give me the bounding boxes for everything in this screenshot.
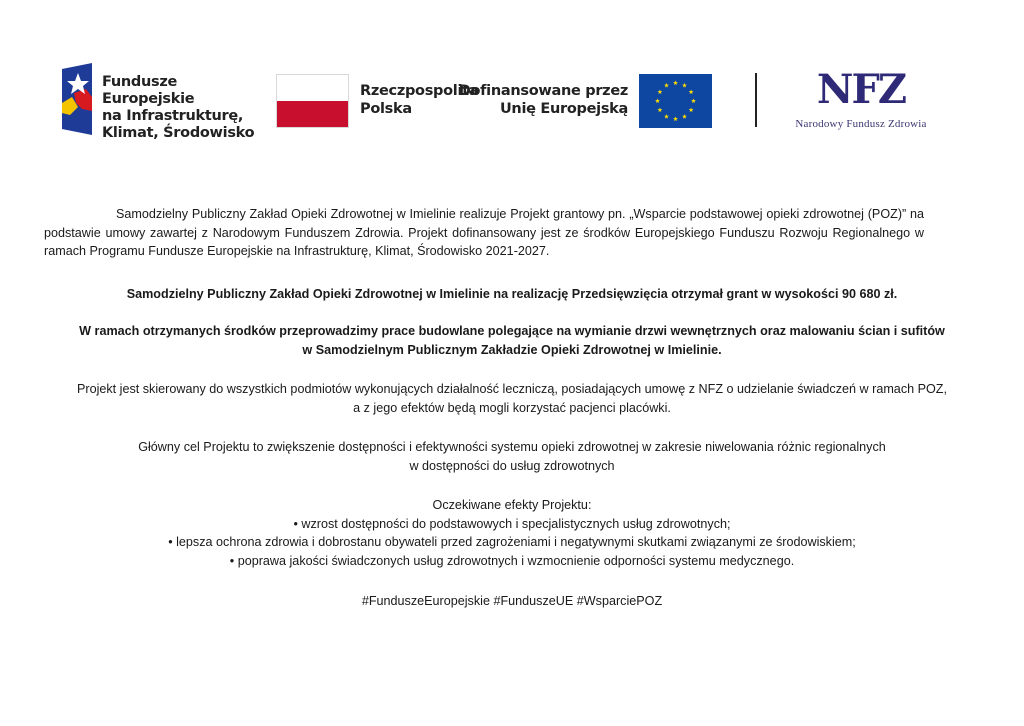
nfz-logo xyxy=(786,66,936,134)
effect-item: • poprawa jakości świadczonych usług zdrowotnych i wzmocnienie odporności systemu medycznego. xyxy=(229,553,795,568)
eu-flag-icon xyxy=(639,74,712,128)
grant-paragraph: Samodzielny Publiczny Zakład Opieki Zdrowotnej w Imielinie na realizację Przedsięwzięcia otrzymał grant w wysokości 90 680 zł. xyxy=(126,287,898,301)
effect-item: • lepsza ochrona zdrowia i dobrostanu obywateli przed zagrożeniami i negatywnymi skutkami związanymi ze środowiskiem; xyxy=(168,535,856,549)
target-line-1: Projekt jest skierowany do wszystkich podmiotów wykonujących działalność leczniczą, posiadających umowę z NFZ o udzielanie świadczeń w ramach POZ, xyxy=(76,382,948,396)
goal-paragraph xyxy=(0,438,1024,475)
target-paragraph xyxy=(0,380,1024,417)
eu-line-2: Unię Europejską xyxy=(499,101,628,117)
eu-logo-text xyxy=(459,82,628,118)
nfz-name: Narodowy Fundusz Zdrowia xyxy=(795,118,927,130)
works-paragraph xyxy=(0,322,1024,359)
eu-cofinancing-logo xyxy=(458,73,714,129)
works-line-2: w Samodzielnym Publicznym Zakładzie Opieki Zdrowotnej w Imielinie. xyxy=(302,342,722,357)
eu-line-1: Dofinansowane przez xyxy=(458,83,628,99)
fundusze-europejskie-logo xyxy=(58,63,258,141)
fe-line-2: na Infrastrukturę, xyxy=(102,108,244,124)
effect-item: • wzrost dostępności do podstawowych i specjalistycznych usług zdrowotnych; xyxy=(293,516,731,531)
logo-divider xyxy=(755,73,757,127)
fe-logo-text xyxy=(102,74,258,142)
goal-line-1: Główny cel Projektu to zwiększenie dostępności i efektywności systemu opieki zdrowotnej w zakresie niwelowania różnic regionalnych xyxy=(138,440,886,454)
rp-line-1: Rzeczpospolita xyxy=(360,83,479,99)
intro-text: Samodzielny Publiczny Zakład Opieki Zdrowotnej w Imielinie realizuje Projekt grantowy pn. „Wsparcie podstawowej opieki zdrowotnej (POZ)” na podstawie umowy zawartej z Narodowym Funduszem Zdrowia. Projekt dofinansowany jest ze środków Europejskiego Funduszu Rozwoju Regionalnego w ramach Programu Fundusze Europejskie na Infrastrukturę, Klimat, Środowisko 2021-2027. xyxy=(44,207,924,258)
rp-line-2: Polska xyxy=(360,101,412,117)
logo-bar xyxy=(0,60,1024,140)
fe-line-3: Klimat, Środowisko xyxy=(102,125,255,141)
intro-paragraph xyxy=(44,205,924,261)
effects-section xyxy=(0,496,1024,570)
hashtags: #FunduszeEuropejskie #FunduszeUE #WsparciePOZ xyxy=(361,594,663,608)
polish-flag-icon xyxy=(276,74,349,128)
fe-line-1: Fundusze Europejskie xyxy=(102,74,195,107)
fe-logo-icon xyxy=(58,63,92,135)
works-line-1: W ramach otrzymanych środków przeprowadzimy prace budowlane polegające na wymianie drzwi wewnętrznych oraz malowaniu ścian i sufitów xyxy=(79,324,945,338)
effects-title: Oczekiwane efekty Projektu: xyxy=(432,498,592,512)
target-line-2: a z jego efektów będą mogli korzystać pacjenci placówki. xyxy=(353,400,671,415)
goal-line-2: w dostępności do usług zdrowotnych xyxy=(409,458,615,473)
nfz-mark: NFZ xyxy=(816,66,906,113)
rzeczpospolita-polska-logo xyxy=(274,73,479,129)
